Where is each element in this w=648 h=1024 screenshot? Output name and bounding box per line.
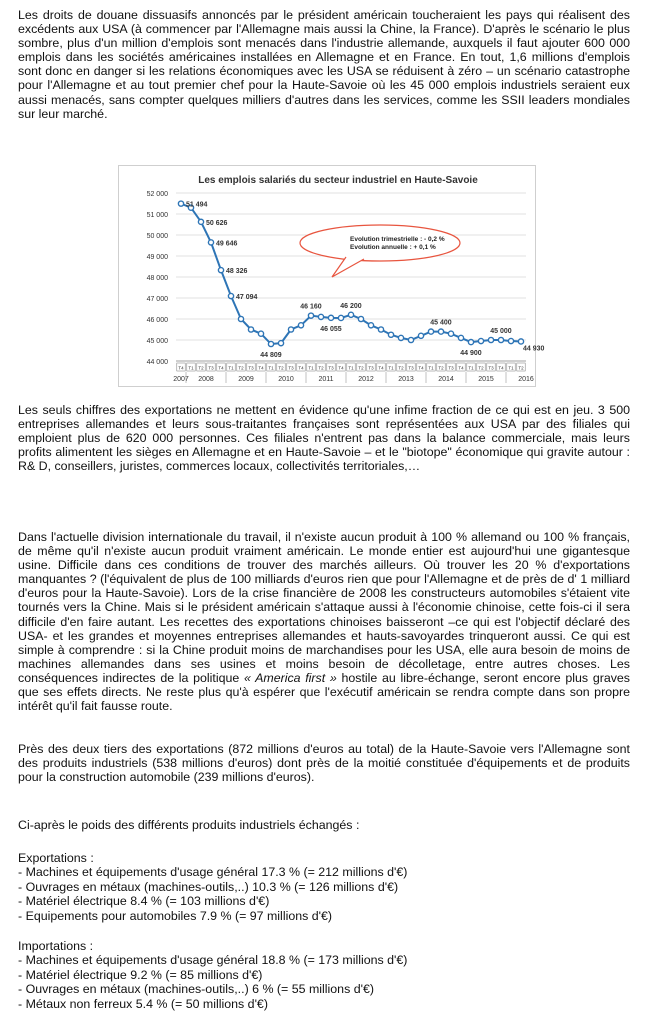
x-tick-label: T2 (438, 365, 444, 371)
year-label: 2011 (318, 376, 334, 383)
x-tick-label: T1 (188, 365, 194, 371)
exports-list (18, 851, 630, 923)
employment-chart (118, 165, 545, 387)
x-tick-label: T3 (448, 365, 454, 371)
x-tick-label: T2 (478, 365, 484, 371)
data-point (368, 323, 373, 328)
x-tick-label: T2 (518, 365, 524, 371)
x-tick-label: T1 (468, 365, 474, 371)
year-label: 2009 (238, 376, 254, 383)
data-point (478, 338, 483, 343)
data-point (218, 268, 223, 273)
chart-title: Les emplois salariés du secteur industriel en Haute-Savoie (198, 175, 478, 186)
year-label: 2016 (518, 376, 534, 383)
data-point (328, 315, 333, 320)
data-point (258, 331, 263, 336)
data-point (198, 219, 203, 224)
x-tick-label: T3 (248, 365, 254, 371)
data-point (468, 340, 473, 345)
paragraph-exports: Les seuls chiffres des exportations ne mettent en évidence qu'une infime fraction de ce qui est en jeu. 3 500 entreprises allemandes et leurs sous-traitantes françaises sont représentées aux USA par des filiales qui emploient plus de 620 000 personnes. Ces filiales n'entrent pas dans la balance commerciale, mais leurs profits alimentent les sièges en Allemagne et en Haute-Savoie – et le "biotope" économique qui gravite autour : R& D, conseillers, juristes, commerces locaux, collectivités territoriales,… (18, 403, 630, 474)
year-label: 2012 (358, 376, 374, 383)
data-point (278, 341, 283, 346)
x-tick-label: T4 (178, 365, 184, 371)
exports-title: Exportations : (18, 851, 94, 865)
y-tick-label: 45 000 (146, 338, 168, 345)
imports-list (18, 939, 630, 1011)
data-point (488, 337, 493, 342)
data-point (238, 316, 243, 321)
data-point (448, 331, 453, 336)
data-point (508, 338, 513, 343)
x-tick-label: T4 (298, 365, 304, 371)
data-point (338, 315, 343, 320)
data-point (268, 341, 273, 346)
y-tick-label: 50 000 (146, 233, 168, 240)
y-tick-label: 47 000 (146, 296, 168, 303)
data-point (378, 327, 383, 332)
data-label: 46 055 (320, 325, 342, 333)
data-point (248, 327, 253, 332)
data-label: 44 809 (260, 352, 282, 360)
data-label: 46 160 (300, 303, 322, 311)
paragraph-division-part2: hostile au libre-échange, seront encore plus graves que ses effets directs. Ne reste plus qu'à espérer que l'exécutif américain se rendra compte dans son propre intérêt qu'il fait fausse route. (18, 670, 631, 714)
data-label: 51 494 (186, 201, 208, 209)
paragraph-intro: Les droits de douane dissuasifs annoncés par le président américain toucheraient les pays qui réalisent des excédents aux USA (à commencer par l'Allemagne mais aussi la Chine, la France). D'après le scénario le plus sombre, plus d'un million d'emplois sont menacés dans l'industrie allemande, auxquels il faut ajouter 600 000 emplois dans les sociétés américaines installées en Allemagne et en France. En tout, 1,6 millions d'emplois sont donc en danger si les relations économiques avec les USA se réduisent à zéro – un scénario catastrophe pour l'Allemagne et au tout premier chef pour la Haute-Savoie où les 45 000 emplois industriels seraient eux aussi menacés, sans compter quelques milliers d'autres dans les services, comme les SSII leaders mondiales sur leur marché. (18, 8, 630, 121)
x-tick-label: T1 (428, 365, 434, 371)
x-tick-label: T2 (318, 365, 324, 371)
x-tick-label: T4 (418, 365, 424, 371)
data-label: 46 200 (340, 302, 362, 310)
data-label: 50 626 (206, 219, 228, 227)
x-tick-label: T2 (198, 365, 204, 371)
x-tick-label: T4 (338, 365, 344, 371)
data-point (288, 327, 293, 332)
data-label: 45 400 (430, 319, 452, 327)
data-point (308, 313, 313, 318)
x-tick-label: T1 (268, 365, 274, 371)
paragraph-weights-intro: Ci-après le poids des différents produits industriels échangés : (18, 818, 360, 832)
annotation-annual: Evolution annuelle : + 0,1 % (350, 244, 436, 251)
x-tick-label: T4 (458, 365, 464, 371)
year-label: 2015 (478, 376, 494, 383)
y-tick-label: 48 000 (146, 275, 168, 282)
x-tick-label: T1 (388, 365, 394, 371)
list-item: - Matériel électrique 9.2 % (= 85 millions d'€) (18, 967, 263, 982)
x-tick-label: T3 (328, 365, 334, 371)
x-tick-label: T3 (368, 365, 374, 371)
paragraph-division (18, 530, 630, 713)
data-point (208, 240, 213, 245)
year-label: 2013 (398, 376, 414, 383)
list-item: - Matériel électrique 8.4 % (= 103 millions d'€) (18, 894, 270, 909)
data-label: 45 000 (490, 328, 512, 335)
data-label: 44 930 (523, 345, 545, 353)
x-tick-label: T4 (498, 365, 504, 371)
list-item: - Ouvrages en métaux (machines-outils,..) 10.3 % (= 126 millions d'€) (18, 879, 399, 894)
annotation-callout (300, 225, 460, 261)
america-first-quote: « America first » (243, 670, 337, 685)
list-item: - Machines et équipements d'usage général 18.8 % (= 173 millions d'€) (18, 953, 408, 968)
data-point (438, 329, 443, 334)
x-tick-label: T1 (508, 365, 514, 371)
data-point (348, 312, 353, 317)
x-tick-label: T1 (308, 365, 314, 371)
data-point (228, 293, 233, 298)
list-item: - Ouvrages en métaux (machines-outils,..) 6 % (= 55 millions d'€) (18, 982, 374, 997)
year-label: 2014 (438, 376, 454, 383)
year-label: 2010 (278, 376, 294, 383)
data-point (408, 337, 413, 342)
y-tick-label: 44 000 (146, 359, 168, 366)
list-item: - Equipements pour automobiles 7.9 % (= 97 millions d'€) (18, 908, 333, 923)
x-tick-label: T2 (398, 365, 404, 371)
x-tick-label: T4 (378, 365, 384, 371)
y-tick-label: 49 000 (146, 254, 168, 261)
x-tick-label: T3 (488, 365, 494, 371)
data-point (398, 335, 403, 340)
x-tick-label: T1 (228, 365, 234, 371)
y-tick-label: 51 000 (146, 212, 168, 219)
x-tick-label: T3 (288, 365, 294, 371)
data-point (318, 314, 323, 319)
chart-svg (118, 165, 545, 387)
x-tick-label: T4 (258, 365, 264, 371)
imports-title: Importations : (18, 939, 94, 953)
data-point (458, 335, 463, 340)
list-item: - Machines et équipements d'usage général 17.3 % (= 212 millions d'€) (18, 865, 408, 880)
x-tick-label: T1 (348, 365, 354, 371)
data-point (298, 323, 303, 328)
annotation-quarterly: Evolution trimestrielle : - 0,2 % (350, 236, 445, 243)
x-tick-label: T4 (218, 365, 224, 371)
x-tick-label: T2 (358, 365, 364, 371)
data-label: 47 094 (236, 294, 258, 302)
x-tick-label: T3 (408, 365, 414, 371)
data-point (498, 337, 503, 342)
paragraph-two-thirds: Près des deux tiers des exportations (872 millions d'euros au total) de la Haute-Savoie vers l'Allemagne sont des produits industriels (538 millions d'euros) dont près de la moitié constituée d'équipements et de produits pour la construction automobile (239 millions d'euros). (18, 742, 630, 785)
data-point (388, 332, 393, 337)
data-point (418, 333, 423, 338)
data-point (428, 329, 433, 334)
data-label: 49 646 (216, 240, 238, 248)
data-point (358, 316, 363, 321)
year-label: 2008 (198, 376, 214, 383)
x-tick-label: T2 (278, 365, 284, 371)
list-item: - Métaux non ferreux 5.4 % (= 50 millions d'€) (18, 996, 268, 1011)
year-label: 2007 (173, 376, 189, 383)
x-tick-label: T2 (238, 365, 244, 371)
paragraph-division-part1: Dans l'actuelle division internationale du travail, il n'existe aucun produit à 100 % allemand ou 100 % français, de même qu'il n'existe aucun produit vraiment américain. Le monde entier est aujourd'hui une gigantesque usine. Difficile dans ces conditions de trouver des marchés ailleurs. Où trouver les 20 % d'exportations manquantes ? (l'équivalent de plus de 100 milliards d'euros rien que pour l'Allemagne et de près de d' 1 milliard d'euros pour la Haute-Savoie). Lors de la crise financière de 2008 les constructeurs automobiles s'étaient vite tournés vers la Chine. Mais si le président américain s'attaque aussi à l'économie chinoise, cette fois-ci il sera difficile d'en faire autant. Les recettes des exportations chinoises baisseront –ce qui est l'objectif déclaré des USA- et les grandes et moyennes entreprises allemandes et hauts-savoyardes trinqueront aussi. Ce qui est simple à comprendre : si la Chine produit moins de marchandises pour les USA, elle aura besoin de moins de machines allemandes dans ses usines et moins besoin de décolletage, entre autres choses. Les conséquences indirectes de la politique (18, 530, 630, 685)
data-point (178, 201, 183, 206)
data-point (518, 339, 523, 344)
data-label: 44 900 (460, 350, 482, 358)
x-tick-label: T3 (208, 365, 214, 371)
y-tick-label: 52 000 (146, 191, 168, 198)
y-tick-label: 46 000 (146, 317, 168, 324)
data-label: 48 326 (226, 268, 248, 276)
